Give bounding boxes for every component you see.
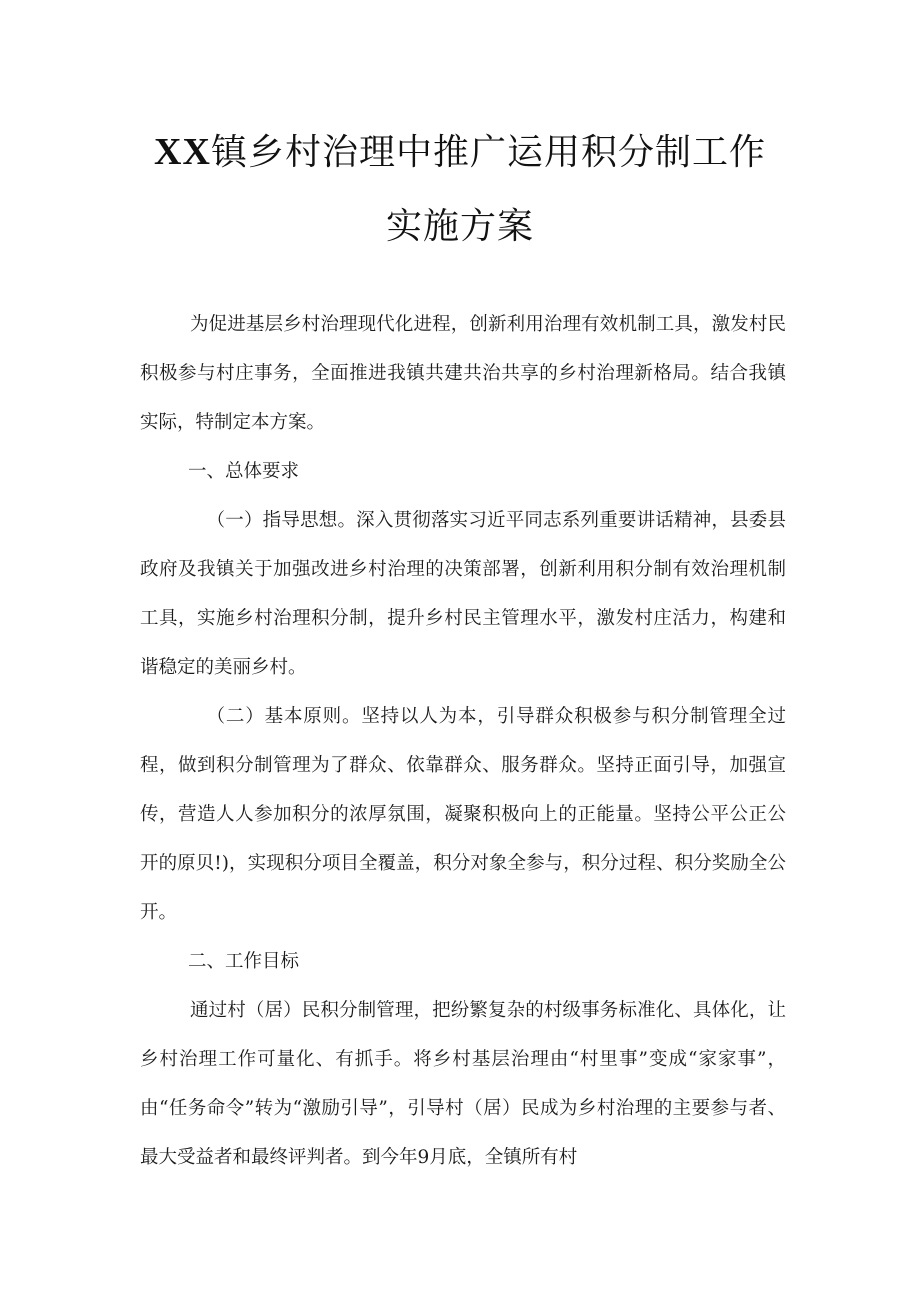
section-1-heading: 一、总体要求 — [188, 461, 300, 482]
work-goals-paragraph: 通过村（居）民积分制管理，把纷繁复杂的村级事务标准化、具体化，让乡村治理工作可量化、有抓手。将乡村基层治理由“村里事”变成“家家事”，由“任务命令”转为“激励引导”，引导村（居）民成为乡村治理的主要参与者、最大受益者和最终评判者。到今年9月底，全镇所有村 — [140, 1000, 786, 1168]
document-title-line-2: 实施方案 — [385, 206, 534, 247]
title-rest: 镇乡村治理中推广运用积分制工作 — [210, 132, 766, 173]
guiding-ideology-paragraph: （一）指导思想。深入贯彻落实习近平同志系列重要讲话精神，县委县政府及我镇关于加强改进乡村治理的决策部署，创新利用积分制有效治理机制工具，实施乡村治理积分制，提升乡村民主管理水平，激发村庄活力，构建和谐稳定的美丽乡村。 — [140, 510, 786, 678]
intro-paragraph: 为促进基层乡村治理现代化进程，创新利用治理有效机制工具，激发村民积极参与村庄事务，全面推进我镇共建共治共享的乡村治理新格局。结合我镇实际，特制定本方案。 — [140, 314, 786, 433]
document-title-line-1 — [0, 124, 920, 175]
basic-principles-paragraph: （二）基本原则。坚持以人为本，引导群众积极参与积分制管理全过程，做到积分制管理为了群众、依靠群众、服务群众。坚持正面引导，加强宣传，营造人人参加积分的浓厚氛围，凝聚积极向上的正能量。坚持公平公正公开的原贝!)，实现积分项目全覆盖，积分对象全参与，积分过程、积分奖励全公开。 — [140, 706, 786, 923]
section-2-heading: 二、工作目标 — [188, 951, 300, 972]
title-prefix: XX — [154, 131, 211, 173]
